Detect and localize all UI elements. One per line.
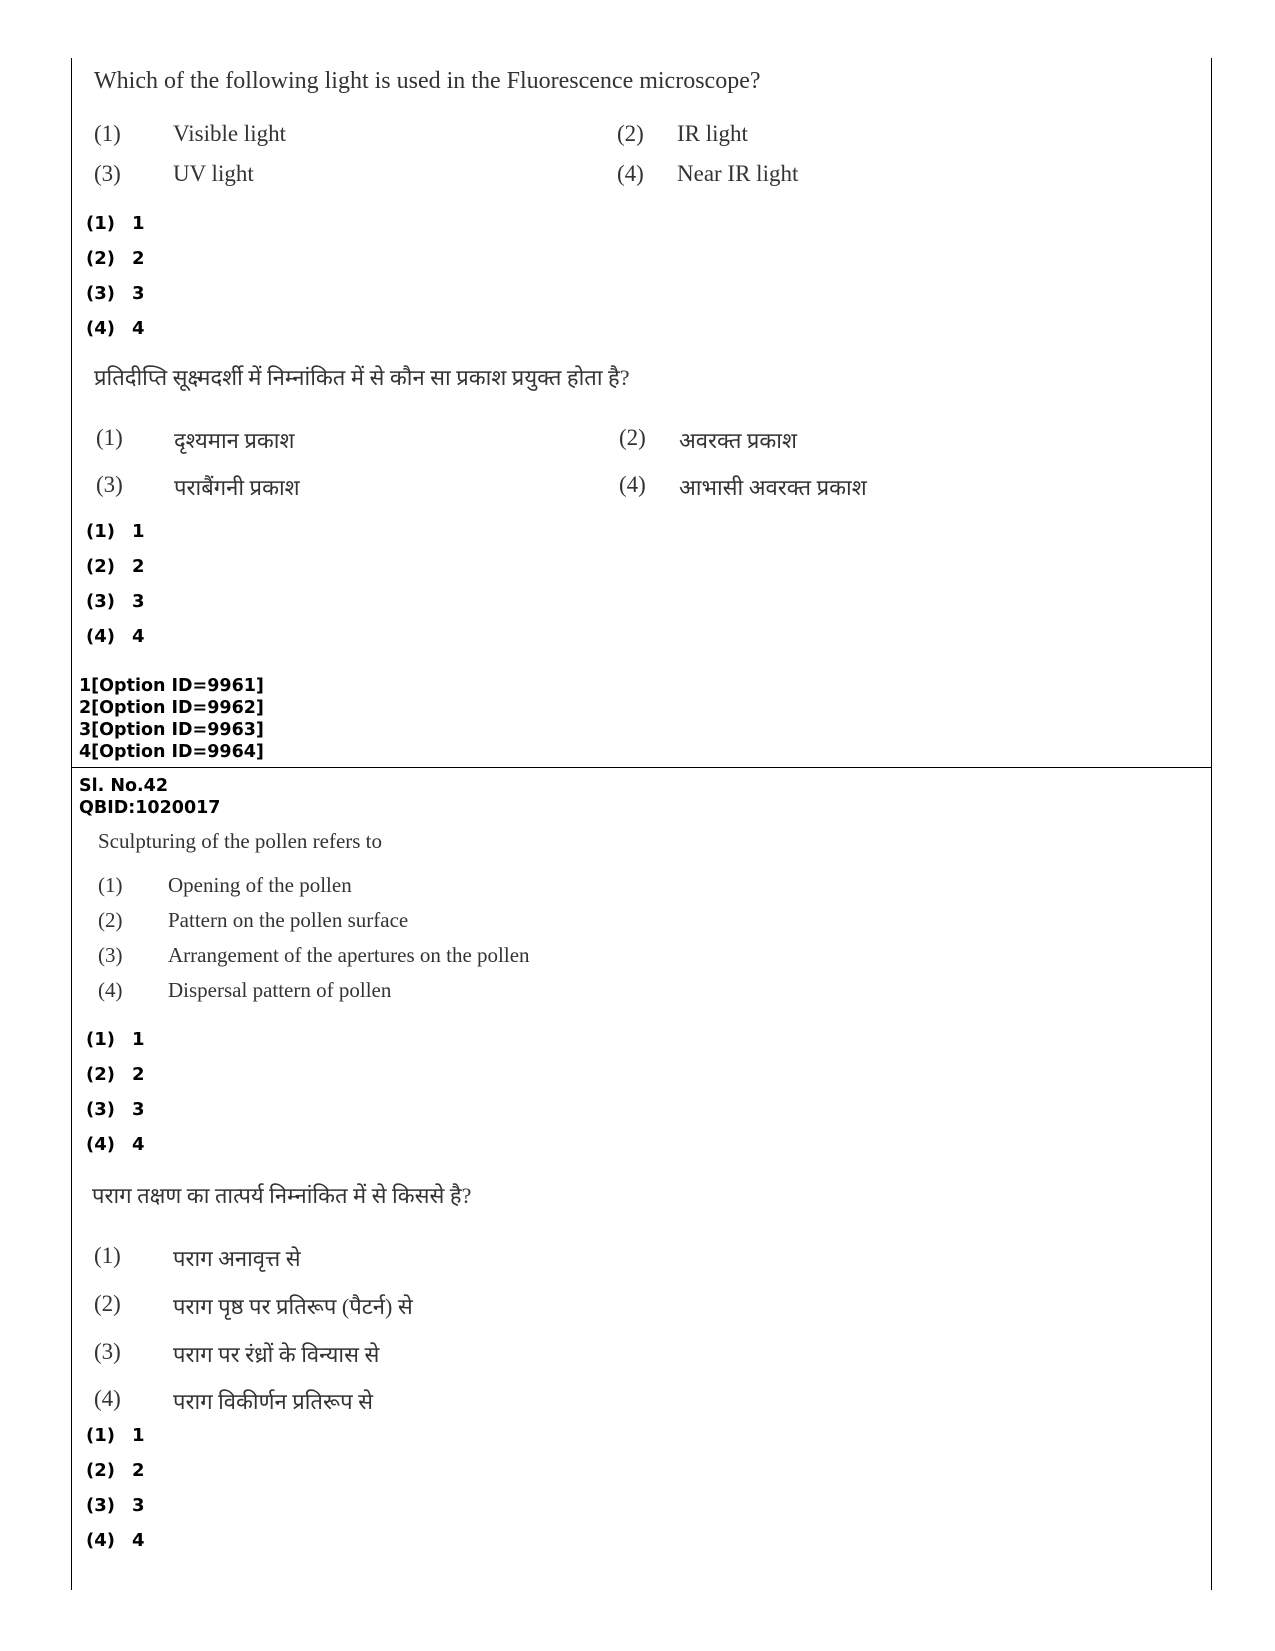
q41-en-answer-4: (4) 4 <box>86 318 145 339</box>
q42-en-answer-4: (4) 4 <box>86 1134 145 1155</box>
question-42-hindi: पराग तक्षण का तात्पर्य निम्नांकित में से किससे है? <box>92 1183 472 1208</box>
right-border-line <box>1211 58 1212 1590</box>
q42-hi-option-1-text: पराग अनावृत्त से <box>173 1246 301 1271</box>
option-id-1: 1[Option ID=9961] <box>79 676 264 696</box>
question-41-hindi: प्रतिदीप्ति सूक्ष्मदर्शी में निम्नांकित में से कौन सा प्रकाश प्रयुक्त होता है? <box>94 365 630 390</box>
q42-hi-answer-1: (1) 1 <box>86 1425 145 1446</box>
question-separator <box>72 767 1212 768</box>
q42-en-option-3-text: Arrangement of the apertures on the pollen <box>168 943 530 967</box>
q41-option-ids <box>79 675 264 763</box>
q41-en-answer-2: (2) 2 <box>86 248 145 269</box>
q41-hi-answer-2: (2) 2 <box>86 556 145 577</box>
option-id-2: 2[Option ID=9962] <box>79 698 264 718</box>
q42-en-answer-3: (3) 3 <box>86 1099 145 1120</box>
q42-hi-option-3-number: (3) <box>94 1339 121 1364</box>
q42-en-option-4-text: Dispersal pattern of pollen <box>168 978 392 1002</box>
option-id-4: 4[Option ID=9964] <box>79 742 264 762</box>
q41-en-answer-3: (3) 3 <box>86 283 145 304</box>
q42-hi-answer-3: (3) 3 <box>86 1495 145 1516</box>
q42-en-option-4-number: (4) <box>98 978 123 1002</box>
serial-number: Sl. No.42 <box>79 776 169 796</box>
q42-en-answer-1: (1) 1 <box>86 1029 145 1050</box>
q41-hi-option-4-number: (4) <box>619 472 646 497</box>
q41-en-option-1-number: (1) <box>94 121 121 146</box>
q42-en-option-1-number: (1) <box>98 873 123 897</box>
q41-hi-option-1-text: दृश्यमान प्रकाश <box>174 428 295 453</box>
q41-en-option-4-number: (4) <box>617 161 644 186</box>
q41-hi-option-2-number: (2) <box>619 425 646 450</box>
q41-hi-option-1-number: (1) <box>96 425 123 450</box>
q41-hi-option-3-text: पराबैंगनी प्रकाश <box>174 475 300 500</box>
q41-hi-answer-3: (3) 3 <box>86 591 145 612</box>
q42-en-option-1-text: Opening of the pollen <box>168 873 352 897</box>
qbid: QBID:1020017 <box>79 798 221 818</box>
q41-hi-option-2-text: अवरक्त प्रकाश <box>679 428 797 453</box>
q41-en-option-2-text: IR light <box>677 121 748 146</box>
q41-en-option-1-text: Visible light <box>173 121 286 146</box>
q42-en-option-2-text: Pattern on the pollen surface <box>168 908 409 932</box>
q41-hi-option-3-number: (3) <box>96 472 123 497</box>
q41-en-option-3-number: (3) <box>94 161 121 186</box>
q42-hi-option-2-number: (2) <box>94 1291 121 1316</box>
q42-en-option-2-number: (2) <box>98 908 123 932</box>
q41-en-answer-1: (1) 1 <box>86 213 145 234</box>
q42-hi-option-3-text: पराग पर रंध्रों के विन्यास से <box>173 1342 380 1367</box>
q41-hi-option-4-text: आभासी अवरक्त प्रकाश <box>679 475 867 500</box>
q42-header <box>79 775 221 819</box>
question-42-english: Sculpturing of the pollen refers to <box>98 829 383 853</box>
q41-en-option-3-text: UV light <box>173 161 254 186</box>
q42-hi-option-4-text: पराग विकीर्णन प्रतिरूप से <box>173 1389 373 1414</box>
q42-hi-answer-2: (2) 2 <box>86 1460 145 1481</box>
q41-hi-answer-4: (4) 4 <box>86 626 145 647</box>
q41-en-option-4-text: Near IR light <box>677 161 799 186</box>
left-border-line <box>71 58 72 1590</box>
option-id-3: 3[Option ID=9963] <box>79 720 264 740</box>
q42-hi-option-4-number: (4) <box>94 1386 121 1411</box>
q42-en-option-3-number: (3) <box>98 943 123 967</box>
q41-hi-answer-1: (1) 1 <box>86 521 145 542</box>
q41-en-option-2-number: (2) <box>617 121 644 146</box>
q42-en-answer-2: (2) 2 <box>86 1064 145 1085</box>
question-41-english: Which of the following light is used in the Fluorescence microscope? <box>94 68 761 94</box>
q42-hi-option-2-text: पराग पृष्ठ पर प्रतिरूप (पैटर्न) से <box>173 1294 413 1319</box>
q42-hi-option-1-number: (1) <box>94 1243 121 1268</box>
q42-hi-answer-4: (4) 4 <box>86 1530 145 1551</box>
